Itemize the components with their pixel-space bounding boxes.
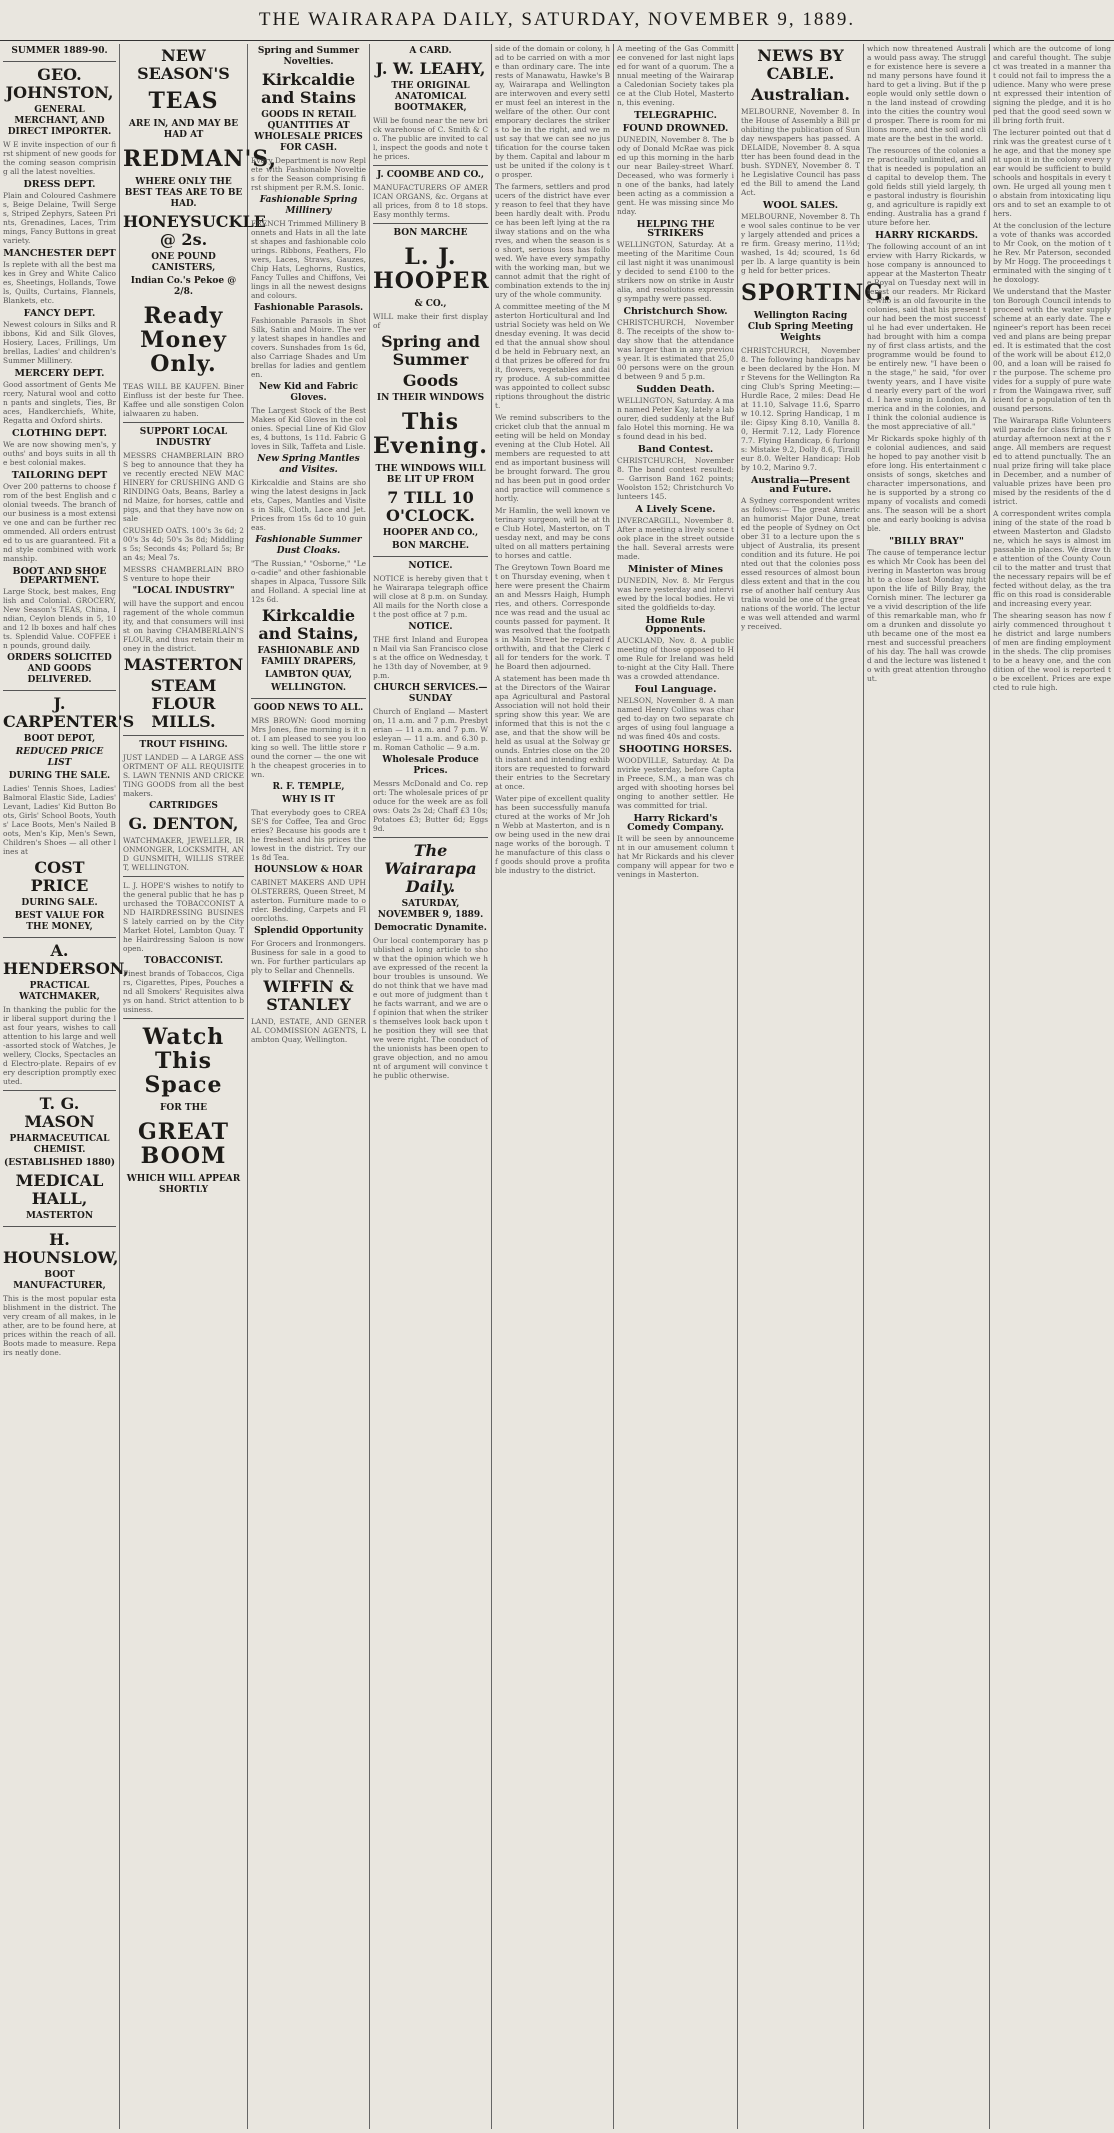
retail-goods: GOODS IN RETAIL QUANTITIES AT WHOLESALE PRICES FOR CASH. xyxy=(254,110,363,153)
ad-text: Messrs McDonald and Co. report: The wholesale prices of produce for the week are as follows: Oats 2s 2d; Chaff £3 10s; Potatoes £3; Butter 6d; Eggs 9d. xyxy=(373,779,488,833)
hounslow-name: H. HOUNSLOW, xyxy=(3,1230,119,1267)
carpenter-price: REDUCED PRICE LIST xyxy=(15,747,104,768)
article-text: Water pipe of excellent quality has been successfully manufactured at the works of Mr John Webb at Masterton, and is now being used in the new drainage works of the borough. The manufacture of this class of goods should prove a profitable industry to the district. xyxy=(495,794,610,875)
ad-text: WILL make their first display of xyxy=(373,312,488,330)
mason-role: PHARMACEUTICAL CHEMIST. xyxy=(9,1134,110,1155)
gloves: New Kid and Fabric Gloves. xyxy=(259,382,358,403)
ad-text: MANUFACTURERS OF AMERICAN ORGANS, &c. Organs at all prices, from 8 to 18 stops. Easy monthly terms. xyxy=(373,183,488,219)
cost-price: COST PRICE xyxy=(30,858,89,895)
racing-weights: Wellington Racing Club Spring Meeting Weights xyxy=(747,311,854,343)
harry-rickards-company: Harry Rickard's Comedy Company. xyxy=(627,813,724,833)
ad-text: TEAS WILL BE KAUFEN. Biner Einfluss ist der beste fur Thee. Kaffee und alle sonstigen Colonialwaaren zu haben. xyxy=(123,382,244,418)
ad-text: Newest colours in Silks and Ribbons, Kid and Silk Gloves, Hosiery, Laces, Frillings, Umbrellas, Ladies' and children's Summer Millinery. xyxy=(3,320,116,365)
paper-date: SATURDAY, NOVEMBER 9, 1889. xyxy=(377,899,484,920)
henderson-name: A. HENDERSON, xyxy=(3,941,129,978)
ad-text: Fashionable Parasols in Shot Silk, Satin and Moire. The very latest shapes in handles and covers. Sunshades from 1s 6d, also Carriage Shades and Umbrellas for ladies and gentlemen. xyxy=(251,316,366,379)
in-their-windows: IN THEIR WINDOWS xyxy=(376,393,485,403)
mason-name: T. G. MASON xyxy=(24,1094,95,1131)
ad-text: Large Stock, best makes, English and Colonial. GROCERY, New Season's TEAS, China, Indian, Ceylon blends in 5, 10 and 12 lb boxes and half chests. Splendid Value. COFFEE in pounds, ground daily. xyxy=(3,587,116,650)
article-text: CHRISTCHURCH, November 8. The band contest resulted:— Garrison Band 162 points; Woolston 152; Christchurch Volunteers 145. xyxy=(617,456,734,501)
new-seasons: NEW SEASON'S xyxy=(137,46,230,83)
article-text: MELBOURNE, November 8. In the House of Assembly a Bill prohibiting the publication of Sunday newspapers has passed. ADELAIDE, November 8. A squatter has been found dead in the bush. SYDNEY, November 8. The Legislative Council has passed the Bill to amend the Land Act. xyxy=(741,107,860,197)
billy-bray: "BILLY BRAY" xyxy=(889,536,964,547)
shooting-horses: SHOOTING HORSES. xyxy=(618,744,733,755)
article-text: It will be seen by announcement in our amusement column that Mr Rickards and his clever company will appear for two evenings in Masterton. xyxy=(617,834,734,879)
ad-text: FRENCH Trimmed Millinery Bonnets and Hats in all the latest shapes and fashionable colourings. Ribbons, Feathers, Flowers, Laces, Straws, Gauzes, Chip Hats, Leghorns, Rustics, Fancy Tulles and Chiffons, Veilings in all the newest designs and colours. xyxy=(251,219,366,300)
paper-title: The Wairarapa Daily. xyxy=(384,841,477,896)
ad-text: Plain and Coloured Cashmeres, Beige Delaine, Twill Serges, Striped Zephyrs, Sateen Prints, Grenadines, Laces, Trimmings, Fancy Buttons in great variety. xyxy=(3,191,116,245)
divider xyxy=(123,735,244,736)
article-text: We remind subscribers to the cricket club that the annual meeting will be held on Monday evening at the Club Hotel. All members are requested to attend as important business will be brought forward. The ground has been put in good order and practice will commence shortly. xyxy=(495,413,610,503)
section-mercery: MERCERY DEPT. xyxy=(14,368,105,379)
a-card: A CARD. xyxy=(409,46,452,56)
ad-text: THE first Inland and European Mail via San Francisco closes at the office on Wednesday, the 13th day of November, at 9 p.m. xyxy=(373,635,488,680)
mantles: New Spring Mantles and Visites. xyxy=(257,454,360,475)
honeysuckle: HONEYSUCKLE @ 2s. xyxy=(123,212,266,249)
column-3 xyxy=(248,44,370,2129)
wholesale-prices: Wholesale Produce Prices. xyxy=(382,755,479,776)
ad-text: CABINET MAKERS AND UPHOLSTERERS, Queen Street, Masterton. Furniture made to order. Bedding, Carpets and Floorcloths. xyxy=(251,878,366,923)
news-by-cable: NEWS BY CABLE. xyxy=(757,46,844,83)
divider xyxy=(373,837,488,838)
ad-text: This is the most popular establishment in the district. The very cream of all makes, in leather, are to be found here, at prices within the reach of all. Boots made to measure. Repairs neatly done. xyxy=(3,1294,116,1357)
carpenter-sale: DURING THE SALE. xyxy=(8,771,111,781)
article-text: which are the outcome of long and careful thought. The subject was treated in a manner that could not fail to impress the audience. Many who were present expressed their intention of signing the pledge, and it is hoped that the good seed sown will bring forth fruit. xyxy=(993,44,1111,125)
temple-name: R. F. TEMPLE, xyxy=(272,782,345,792)
masthead-rule xyxy=(0,40,1114,41)
australian: Australian. xyxy=(751,85,850,104)
steam-flour-mills: STEAM FLOUR MILLS. xyxy=(150,676,217,731)
notice-1: NOTICE. xyxy=(408,561,453,571)
christchurch-show: Christchurch Show. xyxy=(623,306,728,317)
drapers: FASHIONABLE AND FAMILY DRAPERS, xyxy=(257,646,360,667)
sudden-death: Sudden Death. xyxy=(636,384,715,395)
article-text: At the conclusion of the lecture a vote of thanks was accorded to Mr Cook, on the motion of the Rev. Mr Paterson, seconded by Mr Hogg. The proceedings terminated with the singing of the doxology. xyxy=(993,221,1111,284)
article-text: DUNEDIN, Nov. 8. Mr Fergus was here yesterday and interviewed by the local bodies. He visited the goldfields to-day. xyxy=(617,576,734,612)
band-contest: Band Contest. xyxy=(637,444,714,455)
article-text: The following account of an interview with Harry Rickards, whose company is announced to appear at the Masterton Theatre Royal on Tuesday next will interest our readers. Mr Rickards, who is an old favourite in the colonies, said that his present tour had been the most successful he had ever undertaken. He had brought with him a company of first class artists, and the programme would be found to be entirely new. "I have been on the stage," he said, "for over twenty years, and I have visited nearly every part of the world. I have sung in London, in America and in the colonies, and I think the colonial audience is the most appreciative of all." xyxy=(867,242,986,431)
ad-text: For Grocers and Ironmongers. Business for sale in a good town. For further particulars apply to Sellar and Chennells. xyxy=(251,939,366,975)
spring-novelties: Spring and Summer Novelties. xyxy=(257,46,360,67)
article-text: A correspondent writes complaining of the state of the road between Masterton and Gladstone, which he says is almost impassable in places. We draw the attention of the County Council to the matter and trust that the necessary repairs will be effected without delay, as the traffic on this road is considerable and increasing every year. xyxy=(993,509,1111,608)
dust-cloaks: Fashionable Summer Dust Cloaks. xyxy=(255,535,362,556)
section-manchester: MANCHESTER DEPT xyxy=(3,248,116,259)
ad-text: Over 200 patterns to choose from of the best English and colonial tweeds. The branch of our business is a most extensive one and can be further recommended. All orders entrusted to us are guaranteed. Fit and style combined with workmanship. xyxy=(3,482,116,563)
summer-header: SUMMER 1889-90. xyxy=(11,46,108,56)
article-text: DUNEDIN, November 8. The body of Donald McRae was picked up this morning in the harbour near Bailey-street Wharf. Deceased, who was formerly in one of the banks, had lately been acting as a commission agent. He was missing since Monday. xyxy=(617,135,734,216)
ad-text: Church of England — Masterton, 11 a.m. and 7 p.m. Presbyterian — 11 a.m. and 7 p.m. Wesleyan — 11 a.m. and 6.30 p.m. Roman Catholic — 9 a.m. xyxy=(373,707,488,752)
advertiser-role: GENERAL MERCHANT, AND DIRECT IMPORTER. xyxy=(7,105,112,137)
harry-rickards: HARRY RICKARDS. xyxy=(874,230,979,241)
masthead xyxy=(0,0,1114,41)
divider xyxy=(123,1018,244,1019)
section-tailoring: TAILORING DEPT xyxy=(11,470,108,481)
ad-text: We are now showing men's, youths' and boys suits in all the best colonial makes. xyxy=(3,440,116,467)
article-text: A meeting of the Gas Committee convened for last night lapsed for want of a quorum. The annual meeting of the Wairarapa Caledonian Society takes place at the Club Hotel, Masterton, this evening. xyxy=(617,44,734,107)
article-text: NELSON, November 8. A man named Henry Collins was charged to-day on two separate charges of using foul language and was fined 40s and costs. xyxy=(617,696,734,741)
this-evening: This Evening. xyxy=(373,409,488,459)
ad-text: NOTICE is hereby given that the Wairarapa telegraph office will close at 8 p.m. on Sunday. All mails for the North close at the post office at 7 p.m. xyxy=(373,574,488,619)
article-text: We understand that the Masterton Borough Council intends to proceed with the water supply scheme at an early date. The engineer's report has been received and plans are being prepared. It is estimated that the cost of the work will be about £12,000, and a loan will be raised for the purpose. The scheme provides for a supply of pure water from the Waingawa river, sufficient for a population of ten thousand persons. xyxy=(993,287,1111,413)
article-text: A committee meeting of the Masterton Horticultural and Industrial Society was held on Wednesday evening. It was decided that the annual show should be held in February next, and that prizes be offered for fruit, flowers, vegetables and dairy produce. A sub-committee was appointed to collect subscriptions throughout the district. xyxy=(495,302,610,410)
article-text: Mr Hamlin, the well known veterinary surgeon, will be at the Club Hotel, Masterton, on Tuesday next, and may be consulted on all matters pertaining to horses and cattle. xyxy=(495,506,610,560)
divider xyxy=(3,690,116,691)
column-5 xyxy=(492,44,614,2129)
parasols: Fashionable Parasols. xyxy=(253,303,364,313)
redmans: REDMAN'S, xyxy=(123,146,278,172)
section-boots: BOOT AND SHOE DEPARTMENT. xyxy=(12,566,107,586)
article-text: The Greytown Town Board met on Thursday evening, when there were present the Chairman and Messrs Haigh, Humphries, and others. Correspondence was read and the usual accounts passed for payment. It was resolved that the footpaths in Main Street be repaired forthwith, and that the Clerk call for tenders for the work. The Board then adjourned. xyxy=(495,563,610,671)
mason-established: (ESTABLISHED 1880) xyxy=(3,1158,116,1168)
redmans-sub: WHERE ONLY THE BEST TEAS ARE TO BE HAD. xyxy=(124,177,243,209)
pekoe: Indian Co.'s Pekoe @ 2/8. xyxy=(130,276,237,297)
section-dress: DRESS DEPT. xyxy=(23,179,96,190)
wellington: WELLINGTON. xyxy=(270,683,347,693)
ad-text: Kirkcaldie and Stains are showing the latest designs in Jackets, Capes, Mantles and Visites in Silk, Cloth, Lace and Jet. Prices from 15s 6d to 10 guineas. xyxy=(251,478,366,532)
ad-text: Ladies' Tennis Shoes, Ladies' Balmoral Elastic Side, Ladies' Levant, Ladies' Kid Button Boots, Girls' School Boots, Youths' Lace Boots, Men's Nailed Boots, Men's Kip, Men's Sewn, Children's Shoes — all other lines at xyxy=(3,784,116,856)
lambton: LAMBTON QUAY, xyxy=(264,670,353,680)
goods: Goods xyxy=(402,371,459,390)
helping-strikers: HELPING THE STRIKERS xyxy=(636,219,715,239)
ad-text: WATCHMAKER, JEWELLER, IRONMONGER, LOCKSMITH, AND GUNSMITH, WILLIS STREET, WELLINGTON. xyxy=(123,836,244,872)
column-9 xyxy=(990,44,1114,2129)
spring-millinery: Fashionable Spring Millinery xyxy=(259,195,358,216)
found-drowned: FOUND DROWNED. xyxy=(622,123,729,134)
masthead-title: THE WAIRARAPA DAILY, SATURDAY, NOVEMBER 9, 1889. xyxy=(258,9,856,30)
minister-mines: Minister of Mines xyxy=(628,564,723,575)
telegraphic: TELEGRAPHIC. xyxy=(634,110,717,121)
ad-text: The Largest Stock of the Best Makes of Kid Gloves in the colonies. Special Line of Kid Gloves, 4 buttons, 1s 11d. Fabric Gloves in Silk, Taffeta and Lisle. xyxy=(251,406,366,451)
article-text: The lecturer pointed out that drink was the greatest curse of the age, and that the money spent upon it in the colony every year would be sufficient to build schools and hospitals in every town. He urged all young men to abstain from intoxicating liquors and to set an example to others. xyxy=(993,128,1111,218)
hooper-and-co: HOOPER AND CO., xyxy=(382,528,479,538)
article-text: CHRISTCHURCH, November 8. The following handicaps have been declared by the Hon. Mr Stevens for the Wellington Racing Club's Spring Meeting:— Hurdle Race, 2 miles: Dead Heat 11.10, Salvage 11.6, Sparrow 10.12. Spring Handicap, 1 mile: Gipsy King 8.10, Vanilla 8.0, Hermit 7.12, Lady Florence 7.7. Flying Handicap, 6 furlongs: Mistake 9.2, Dolly 8.6, Tirailleur 8.0. Welter Handicap: Hobby 10.2, Marino 9.7. xyxy=(741,346,860,472)
article-text: which now threatened Australia would pass away. The struggle for existence here is severe and many persons have found it hard to get a living. But if the people would only settle down on the land instead of crowding into the cities the country would prosper. There is room for millions more, and the soil and climate are the best in the world. xyxy=(867,44,986,143)
article-text: MELBOURNE, November 8. The wool sales continue to be very largely attended and prices are firm. Greasy merino, 11½d; washed, 1s 4d; scoured, 1s 6d per lb. A large quantity is being held for better prices. xyxy=(741,212,860,275)
trout-fishing: TROUT FISHING. xyxy=(139,740,228,750)
divider xyxy=(123,876,244,877)
article-text: WELLINGTON, Saturday. A man named Peter Kay, lately a labourer, died suddenly at the Buffalo Hotel this morning. He was found dead in his bed. xyxy=(617,396,734,441)
ad-text: MRS BROWN: Good morning Mrs Jones, fine morning is it not. I am pleased to see you looking so well. The little store round the corner — the one with the cheapest groceries in town. xyxy=(251,716,366,779)
why-is-it: WHY IS IT xyxy=(282,795,335,805)
divider xyxy=(3,1090,116,1091)
article-text: The Wairarapa Rifle Volunteers will parade for class firing on Saturday afternoon next at the range. All members are requested to attend punctually. The annual prize firing will take place in December, and a number of valuable prizes have been promised by the residents of the district. xyxy=(993,416,1111,506)
bon-marche: BON MARCHE xyxy=(393,228,468,238)
article-text: The resources of the colonies are practically unlimited, and all that is needed is population and capital to develop them. The gold fields still yield largely, the pastoral industry is flourishing, and agriculture is rapidly extending. Australia has a grand future before her. xyxy=(867,146,986,227)
great-boom: GREAT BOOM xyxy=(137,1119,230,1169)
masterton: MASTERTON xyxy=(123,655,244,674)
divider xyxy=(373,556,488,557)
lively-scene: A Lively Scene. xyxy=(635,504,716,515)
for-the: FOR THE xyxy=(160,1103,207,1113)
spring-summer: Spring and Summer xyxy=(381,332,480,369)
till-ten: 7 TILL 10 O'CLOCK. xyxy=(386,488,475,525)
sporting: SPORTING. xyxy=(741,280,892,306)
good-news: GOOD NEWS TO ALL. xyxy=(253,703,364,713)
ad-text: Finest brands of Tobaccos, Cigars, Cigarettes, Pipes, Pouches and all Smokers' Requisites always on hand. Strict attention to business. xyxy=(123,969,244,1014)
henderson-role: PRACTICAL WATCHMAKER, xyxy=(19,981,100,1002)
column-4 xyxy=(370,44,492,2129)
coombe-name: J. COOMBE AND CO., xyxy=(376,170,485,180)
ad-text: Good assortment of Gents Mercery, Natural wool and cotton pants and singlets, Ties, Braces, Handkerchiefs, White, Regatta and Oxford shirts. xyxy=(3,380,116,425)
article-text: Our local contemporary has published a long article to show that the opinion which we have expressed of the recent labour troubles is unsound. We do not think that we have made out more of judgment than the facts warrant, and we are of opinion that when the strikers themselves look back upon the position they will see that we were right. The conduct of the unionists has been open to grave objection, and no amount of argument will convince the public otherwise. xyxy=(373,936,488,1080)
hooper-co: & CO., xyxy=(414,299,447,309)
tobacconist: TOBACCONIST. xyxy=(144,956,223,966)
teas-sub: ARE IN, AND MAY BE HAD AT xyxy=(128,119,239,140)
australia-present-future: Australia—Present and Future. xyxy=(751,475,850,495)
local-industry: "LOCAL INDUSTRY" xyxy=(132,586,235,596)
article-text: WOODVILLE, Saturday. At Danvirke yesterday, before Captain Preece, S.M., a man was charged with shooting horses belonging to another settler. He was committed for trial. xyxy=(617,756,734,810)
splendid-opportunity: Splendid Opportunity xyxy=(254,926,363,936)
ad-text: JUST LANDED — A LARGE ASSORTMENT OF ALL REQUISITES. LAWN TENNIS AND CRICKETING GOODS from all the best makers. xyxy=(123,753,244,798)
ad-text: Will be found near the new brick warehouse of C. Smith & Co. The public are invited to call, inspect the goods and note the prices. xyxy=(373,116,488,161)
article-text: The shearing season has now fairly commenced throughout the district and large numbers of men are finding employment in the sheds. The clip promises to be a heavy one, and the condition of the wool is reported to be excellent. Prices are expected to rule high. xyxy=(993,611,1111,692)
ready-money: Ready Money Only. xyxy=(140,303,227,377)
article-text: A Sydney correspondent writes as follows:— The great American humorist Major Dune, treated the people of Sydney on October 31 to a lecture upon the subject of Australia, its present condition and its future. He pointed out that the colonies possessed resources of almost boundless extent and that in the course of another half century Australia would be one of the great nations of the world. The lecture was well attended and warmly received. xyxy=(741,496,860,631)
article-text: AUCKLAND, Nov. 8. A public meeting of those opposed to Home Rule for Ireland was held to-night at the City Hall. There was a crowded attendance. xyxy=(617,636,734,681)
appear-shortly: WHICH WILL APPEAR SHORTLY xyxy=(126,1174,241,1195)
divider xyxy=(3,61,116,62)
ad-text: MESSRS CHAMBERLAIN BROS beg to announce that they have recently erected NEW MACHINERY for CRUSHING AND GRINDING Oats, Beans, Barley and Maize, for horses, cattle and pigs, and that they have now on sale xyxy=(123,451,244,523)
wiffin-stanley: WIFFIN & STANLEY xyxy=(263,977,354,1014)
article-text: The farmers, settlers and producers of the district have every reason to feel that they have been hardly dealt with. Produce has been left lying at the railway stations and on the wharves, and when the season is so short, serious loss has followed. We have every sympathy with the working man, but we cannot admit that the right of combination extends to the injury of the whole community. xyxy=(495,182,610,299)
ad-text: In thanking the public for their liberal support during the last four years, wishes to call attention to his large and well-assorted stock of Watches, Jewellery, Clocks, Spectacles and Electro-plate. Repairs of every description promptly executed. xyxy=(3,1005,116,1086)
section-clothing: CLOTHING DEPT. xyxy=(12,428,107,439)
support-local: SUPPORT LOCAL INDUSTRY xyxy=(139,427,228,448)
hounslow-role: BOOT MANUFACTURER, xyxy=(13,1270,106,1291)
advertiser-name: GEO. JOHNSTON, xyxy=(5,65,114,102)
ad-text: will have the support and encouragement of the whole community, and that consumers will insist on having CHAMBERLAIN'S FLOUR, and thus retain their money in the district. xyxy=(123,599,244,653)
column-2 xyxy=(120,44,278,2129)
ad-text: LAND, ESTATE, AND GENERAL COMMISSION AGENTS, Lambton Quay, Wellington. xyxy=(251,1017,366,1044)
divider xyxy=(373,223,488,224)
divider xyxy=(3,937,116,938)
divider xyxy=(373,165,488,166)
wool-sales: WOOL SALES. xyxy=(762,200,839,211)
bon-marche-2: BON MARCHE. xyxy=(391,541,470,551)
column-7 xyxy=(738,44,892,2129)
divider xyxy=(3,1226,116,1227)
hooper-name: L. J. HOOPER xyxy=(373,244,490,294)
ad-text: Every Department is now Replete with Fashionable Novelties for the Season comprising first shipment per R.M.S. Ionic. xyxy=(251,156,366,192)
column-6 xyxy=(614,44,738,2129)
church-services: CHURCH SERVICES.—SUNDAY xyxy=(373,683,488,704)
column-1 xyxy=(0,44,135,2129)
medical-hall: MEDICAL HALL, xyxy=(15,1171,104,1208)
democratic-dynamite: Democratic Dynamite. xyxy=(374,923,487,933)
article-text: INVERCARGILL, November 8. After a meeting a lively scene took place in the street outside the hall. Several arrests were made. xyxy=(617,516,734,561)
divider xyxy=(251,698,366,699)
best-value: BEST VALUE FOR THE MONEY, xyxy=(14,911,105,932)
ad-text: W E invite inspection of our first shipment of new goods for the coming season comprising all the latest novelties. xyxy=(3,140,116,176)
watch-this-space: Watch This Space xyxy=(142,1024,225,1098)
ad-text: MESSRS CHAMBERLAIN BROS venture to hope their xyxy=(123,565,244,583)
article-text: Mr Rickards spoke highly of the colonial audiences, and said he hoped to pay another visit before long. His entertainment consists of songs, sketches and character impersonations, and he is supported by a strong company of vocalists and comedians. The season will be a short one and early booking is advisable. xyxy=(867,434,986,533)
ad-text: That everybody goes to CREASE'S for Coffee, Tea and Groceries? Because his goods are the freshest and his prices the lowest in the district. Try our 1s 8d Tea. xyxy=(251,808,366,862)
kirkcaldie-2: Kirkcaldie and Stains, xyxy=(258,606,359,643)
cartridges: CARTRIDGES xyxy=(149,801,218,811)
column-8 xyxy=(864,44,990,2129)
foul-language: Foul Language. xyxy=(634,684,717,695)
notice-2: NOTICE. xyxy=(408,622,453,632)
leahy-name: J. W. LEAHY, xyxy=(375,59,486,78)
carpenter-name: J. CARPENTER'S xyxy=(3,694,135,731)
denton-name: G. DENTON, xyxy=(128,814,239,833)
article-text: CHRISTCHURCH, November 8. The receipts of the show to-day show that the attendance was larger than in any previous year. It is estimated that 25,000 persons were on the ground between 9 and 5 p.m. xyxy=(617,318,734,381)
ad-text: CRUSHED OATS. 100's 3s 6d; 200's 3s 4d; 50's 3s 8d; Middlings 5s; Seconds 4s; Pollard 5s; Bran 4s; Meal 7s. xyxy=(123,526,244,562)
article-text: side of the domain or colony, had to be carried on with a more than ordinary care. The interests of Manawatu, Hawke's Bay, Wairarapa and Wellington are interwoven and every settler must feel an interest in the welfare of the other. Our contemporary declares the strikers to be in the right, and we must say that we can see no justification for the course taken by them. Capital and labour must be united if the colony is to prosper. xyxy=(495,44,610,179)
article-text: A statement has been made that the Directors of the Wairarapa Agricultural and Pastoral Association will not hold their spring show this year. We are informed that this is not the case, and that the show will be held as usual at the Solway grounds. Entries close on the 20th instant and intending exhibitors are requested to forward their entries to the Secretary at once. xyxy=(495,674,610,791)
ad-text: Is replete with all the best makes in Grey and White Calicoes, Sheetings, Hollands, Towels, Quilts, Curtains, Flannels, Blankets, etc. xyxy=(3,260,116,305)
article-text: The cause of temperance lectures which Mr Cook has been delivering in Masterton was brought to a close last Monday night upon the life of Billy Bray, the Cornish miner. The lecturer gave a vivid description of the life of this remarkable man, who from a drunken and dissolute youth became one of the most earnest and successful preachers of his day. The hall was crowded and the lecture was listened to with great attention throughout. xyxy=(867,548,986,683)
ad-text: L. J. HOPE'S wishes to notify to the general public that he has purchased the TOBACCONIST AND HAIRDRESSING BUSINESS lately carried on by the City Market Hotel, Lambton Quay. The Hairdressing Saloon is now open. xyxy=(123,881,244,953)
carpenter-depot: BOOT DEPOT, xyxy=(23,734,96,744)
section-fancy: FANCY DEPT. xyxy=(23,308,96,319)
leahy-role: THE ORIGINAL ANATOMICAL BOOTMAKER, xyxy=(391,81,470,113)
kirkcaldie: Kirkcaldie and Stains xyxy=(261,70,356,107)
windows-lit: THE WINDOWS WILL BE LIT UP FROM xyxy=(375,464,486,485)
cost-sub: DURING SALE. xyxy=(21,898,98,908)
ad-text: "The Russian," "Osborne," "Leo-cadie" and other fashionable shapes in Alpaca, Tussore Silk and Holland. A special line at 12s 6d. xyxy=(251,559,366,604)
pound-canisters: ONE POUND CANISTERS, xyxy=(151,252,216,273)
home-rule: Home Rule Opponents. xyxy=(645,615,706,635)
teas: TEAS xyxy=(148,88,219,114)
article-text: WELLINGTON, Saturday. At a meeting of the Maritime Council last night it was unanimously decided to send £100 to the strikers now on strike in Australia, and resolutions expressing sympathy were passed. xyxy=(617,240,735,303)
medical-hall-town: MASTERTON xyxy=(25,1211,94,1221)
hounslow-hoar: HOUNSLOW & HOAR xyxy=(254,865,363,875)
divider xyxy=(123,422,244,423)
orders-footer: ORDERS SOLICITED AND GOODS DELIVERED. xyxy=(7,653,112,685)
